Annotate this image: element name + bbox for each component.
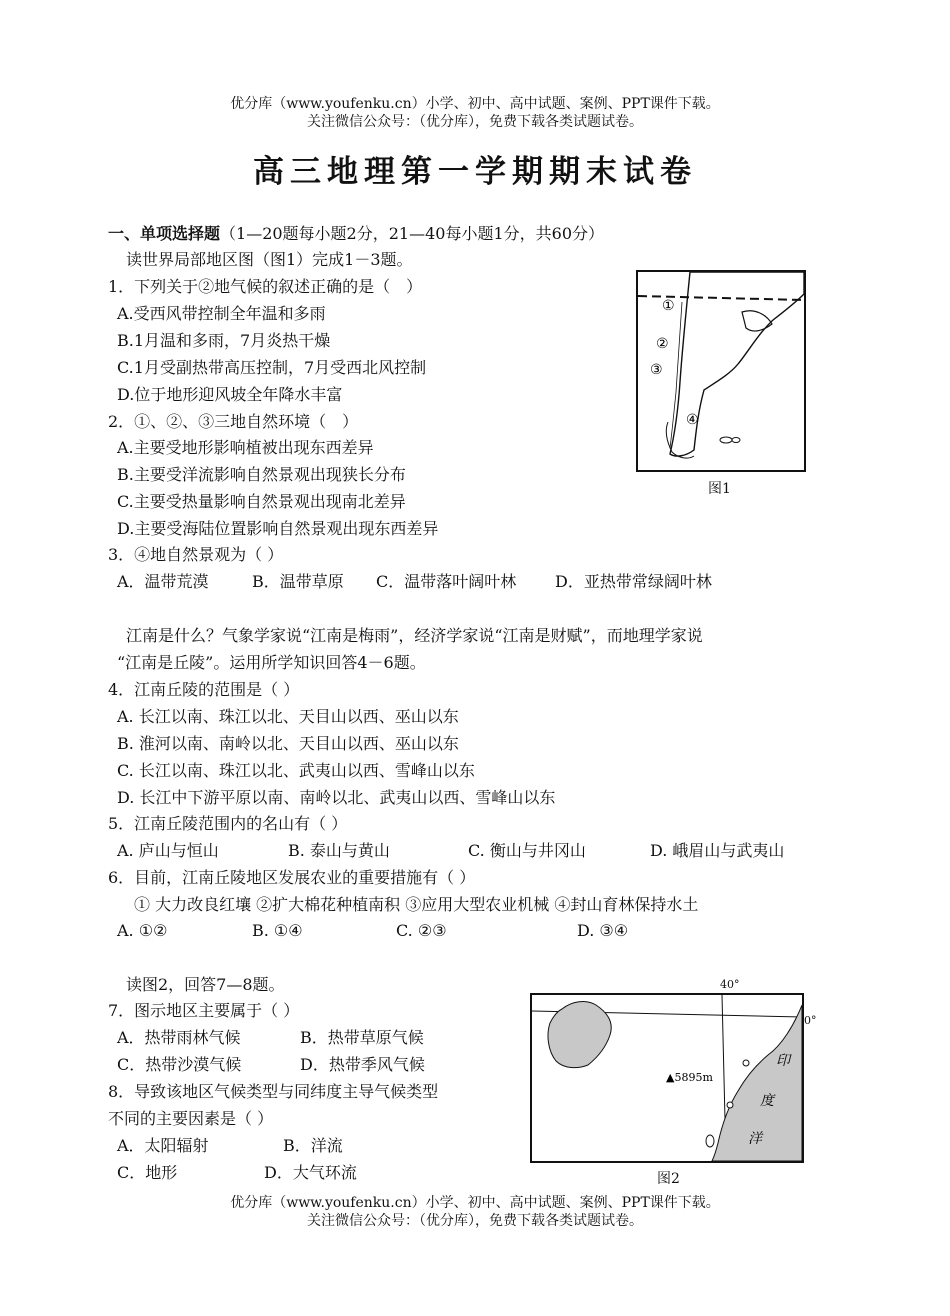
q1-option-b[interactable]: B.1月温和多雨，7月炎热干燥: [117, 331, 331, 350]
q2-stem: 2．①、②、③三地自然环境（ ）: [108, 412, 359, 431]
q6-option-a[interactable]: A. ①②: [117, 921, 168, 940]
q5-option-d[interactable]: D. 峨眉山与武夷山: [650, 841, 785, 860]
marker-4: ④: [686, 412, 699, 428]
q8-option-c[interactable]: C．地形: [117, 1163, 178, 1182]
q7-option-b[interactable]: B．热带草原气候: [300, 1028, 424, 1047]
q6-items: ① 大力改良红壤 ②扩大棉花种植南积 ③应用大型农业机械 ④封山育林保持水土: [134, 895, 699, 914]
estuary-outline: [742, 311, 772, 331]
ocean-label-2: 度: [760, 1093, 774, 1109]
q7-stem: 7．图示地区主要属于（ ）: [108, 1001, 300, 1020]
figure-2-latitude-label: 0°: [804, 1014, 817, 1027]
header-line-2: 关注微信公众号：（优分库），免费下载各类试题试卷。: [307, 114, 643, 130]
intro-fig2: 读图2，回答7—8题。: [126, 975, 285, 994]
island-mid: [727, 1102, 733, 1108]
section-heading: [108, 224, 604, 244]
q1-option-d[interactable]: D.位于地形迎风坡全年降水丰富: [117, 385, 343, 404]
q3-option-c[interactable]: C．温带落叶阔叶林: [376, 572, 517, 591]
q4-option-c[interactable]: C. 长江以南、珠江以北、武夷山以西、雪峰山以东: [117, 761, 475, 780]
east-africa-map: [532, 995, 802, 1161]
q5-option-c[interactable]: C. 衡山与井冈山: [468, 841, 586, 860]
island-south: [706, 1135, 714, 1147]
intro-fig1: 读世界局部地区图（图1）完成1－3题。: [126, 250, 413, 269]
ocean-label-1: 印: [776, 1053, 790, 1069]
peak-label: ▲5895m: [666, 1071, 713, 1084]
q2-option-d[interactable]: D.主要受海陆位置影响自然景观出现东西差异: [117, 519, 439, 538]
q3-stem: 3．④地自然景观为（ ）: [108, 545, 284, 564]
q4-option-d[interactable]: D. 长江中下游平原以南、南岭以北、武夷山以西、雪峰山以东: [117, 788, 556, 807]
q8-stem-line-1: 8．导致该地区气候类型与同纬度主导气候类型: [108, 1082, 439, 1101]
header-line-1: 优分库（www.youfenku.cn）小学、初中、高中试题、案例、PPT课件下载。: [230, 96, 720, 112]
q4-option-a[interactable]: A. 长江以南、珠江以北、天目山以西、巫山以东: [117, 707, 459, 726]
marker-2: ②: [656, 336, 669, 352]
marker-3: ③: [650, 362, 663, 378]
figure-2-caption: 图2: [657, 1171, 680, 1187]
q3-option-a[interactable]: A．温带荒漠: [117, 572, 209, 591]
q8-stem-line-2: 不同的主要因素是（ ）: [108, 1109, 274, 1128]
footer-line-1: 优分库（www.youfenku.cn）小学、初中、高中试题、案例、PPT课件下载。: [230, 1195, 720, 1211]
section-heading-label: 一、单项选择题: [108, 224, 221, 243]
figure-1-caption: 图1: [708, 481, 731, 497]
footer-line-2: 关注微信公众号：（优分库），免费下载各类试题试卷。: [307, 1213, 643, 1229]
south-america-map: [638, 272, 804, 470]
q1-option-a[interactable]: A.受西风带控制全年温和多雨: [117, 304, 326, 323]
figure-1-map: [636, 270, 806, 472]
q2-option-a[interactable]: A.主要受地形影响植被出现东西差异: [117, 438, 374, 457]
q3-option-d[interactable]: D．亚热带常绿阔叶林: [555, 572, 712, 591]
figure-2-longitude-label: 40°: [720, 978, 740, 991]
q2-option-c[interactable]: C.主要受热量影响自然景观出现南北差异: [117, 492, 406, 511]
q8-option-d[interactable]: D．大气环流: [264, 1163, 357, 1182]
marker-1: ①: [662, 298, 675, 314]
q5-stem: 5．江南丘陵范围内的名山有（ ）: [108, 814, 348, 833]
falkland-islands-east: [732, 438, 740, 443]
island-north: [743, 1060, 749, 1066]
page-title: 高三地理第一学期期末试卷: [253, 154, 697, 190]
intro-jiangnan-line-1: 江南是什么？气象学家说“江南是梅雨”，经济学家说“江南是财赋”，而地理学家说: [126, 626, 703, 645]
ocean-label-3: 洋: [748, 1131, 762, 1147]
figure-2-map: [530, 993, 804, 1163]
q4-option-b[interactable]: B. 淮河以南、南岭以北、天目山以西、巫山以东: [117, 734, 459, 753]
q1-option-c[interactable]: C.1月受副热带高压控制，7月受西北风控制: [117, 358, 427, 377]
q6-option-b[interactable]: B. ①④: [252, 921, 303, 940]
q7-option-a[interactable]: A．热带雨林气候: [117, 1028, 241, 1047]
section-heading-note: （1—20题每小题2分，21—40每小题1分，共60分）: [220, 224, 604, 243]
q8-option-b[interactable]: B．洋流: [283, 1136, 343, 1155]
q7-option-c[interactable]: C．热带沙漠气候: [117, 1055, 242, 1074]
q4-stem: 4．江南丘陵的范围是（ ）: [108, 680, 300, 699]
q1-stem: 1．下列关于②地气候的叙述正确的是（ ）: [108, 277, 423, 296]
q2-option-b[interactable]: B.主要受洋流影响自然景观出现狭长分布: [117, 465, 406, 484]
q5-option-b[interactable]: B. 泰山与黄山: [288, 841, 390, 860]
q6-stem: 6．目前，江南丘陵地区发展农业的重要措施有（ ）: [108, 868, 476, 887]
falkland-islands: [720, 437, 732, 443]
q6-option-c[interactable]: C. ②③: [396, 921, 447, 940]
intro-jiangnan-line-2: “江南是丘陵”。运用所学知识回答4－6题。: [117, 653, 426, 672]
q3-option-b[interactable]: B．温带草原: [252, 572, 344, 591]
q8-option-a[interactable]: A．太阳辐射: [117, 1136, 209, 1155]
q6-option-d[interactable]: D. ③④: [577, 921, 629, 940]
q5-option-a[interactable]: A. 庐山与恒山: [117, 841, 219, 860]
q7-option-d[interactable]: D．热带季风气候: [300, 1055, 425, 1074]
